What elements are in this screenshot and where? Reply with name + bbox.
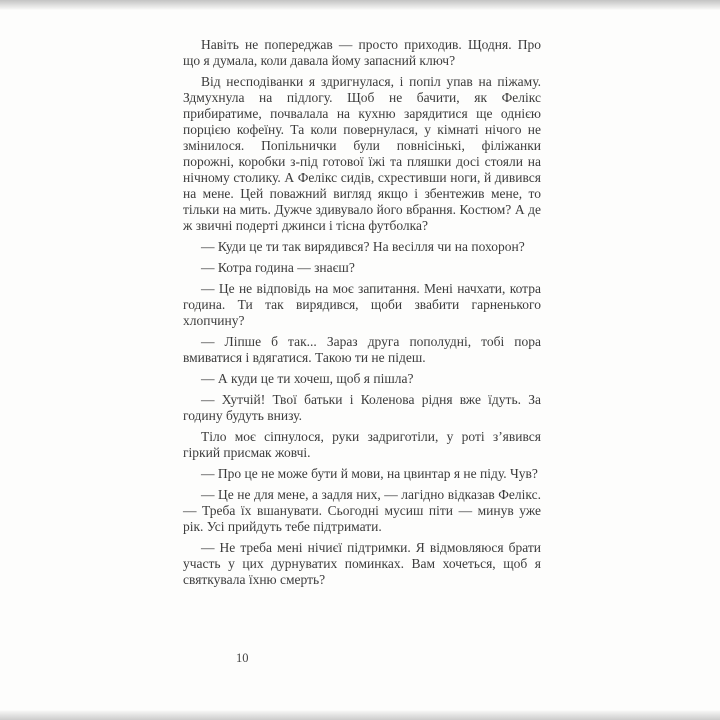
paragraph: — Куди це ти так вирядився? На весілля чи на похорон? [201, 239, 525, 254]
paragraph: — Це не відповідь на моє запитання. Мені начхати, котра година. Ти так вирядився, щоби звабити гарненького хлопчину? [183, 281, 541, 328]
page-number: 10 [236, 651, 249, 665]
paragraph: Навіть не попереджав — просто приходив. Щодня. Про що я думала, коли давала йому запасний ключ? [183, 37, 541, 68]
paragraph: — Не треба мені нічиєї підтримки. Я відмовляюся брати участь у цих дурнуватих поминках. Вам хочеться, щоб я святкувала їхню смерть? [183, 540, 541, 587]
paragraph: — Про це не може бути й мови, на цвинтар я не піду. Чув? [201, 466, 538, 481]
paragraph: — Ліпше б так... Зараз друга пополудні, тобі пора вмиватися і вдягатися. Такою ти не підеш. [183, 334, 541, 365]
paragraph: — А куди це ти хочеш, щоб я пішла? [201, 371, 414, 386]
paragraph: Тіло моє сіпнулося, руки задриготіли, у роті з’явився гіркий присмак жовчі. [183, 429, 541, 460]
paragraph: Від несподіванки я здригнулася, і попіл упав на піжаму. Здмухнула на підлогу. Щоб не бачити, як Фелікс прибиратиме, почвалала на кухню зарядитися ще однією порцією кофеїну. Та коли повернулася, у кімнаті нічого не змінилося. Попільнички були повнісінькі, філіжанки порожні, коробки з-під готової їжі та пляшки досі стояли на нічному столику. А Фелікс сидів, схрестивши ноги, й дивився на мене. Цей поважний вигляд якщо і збентежив мене, то тільки на мить. Дужче здивувало його вбрання. Костюм? А де ж звичні подерті джинси і тісна футболка? [183, 74, 541, 233]
paragraph: — Котра година — знаєш? [201, 260, 355, 275]
paragraph: — Це не для мене, а задля них, — лагідно відказав Фелікс. — Треба їх вшанувати. Сьогодні мусиш піти — минув уже рік. Усі прийдуть тебе підтримати. [183, 487, 541, 534]
paragraph: — Хутчій! Твої батьки і Коленова рідня вже їдуть. За годину будуть внизу. [183, 392, 541, 423]
page-text-block [183, 37, 541, 593]
page-edge-top [0, 0, 720, 10]
page-edge-bottom [0, 710, 720, 720]
